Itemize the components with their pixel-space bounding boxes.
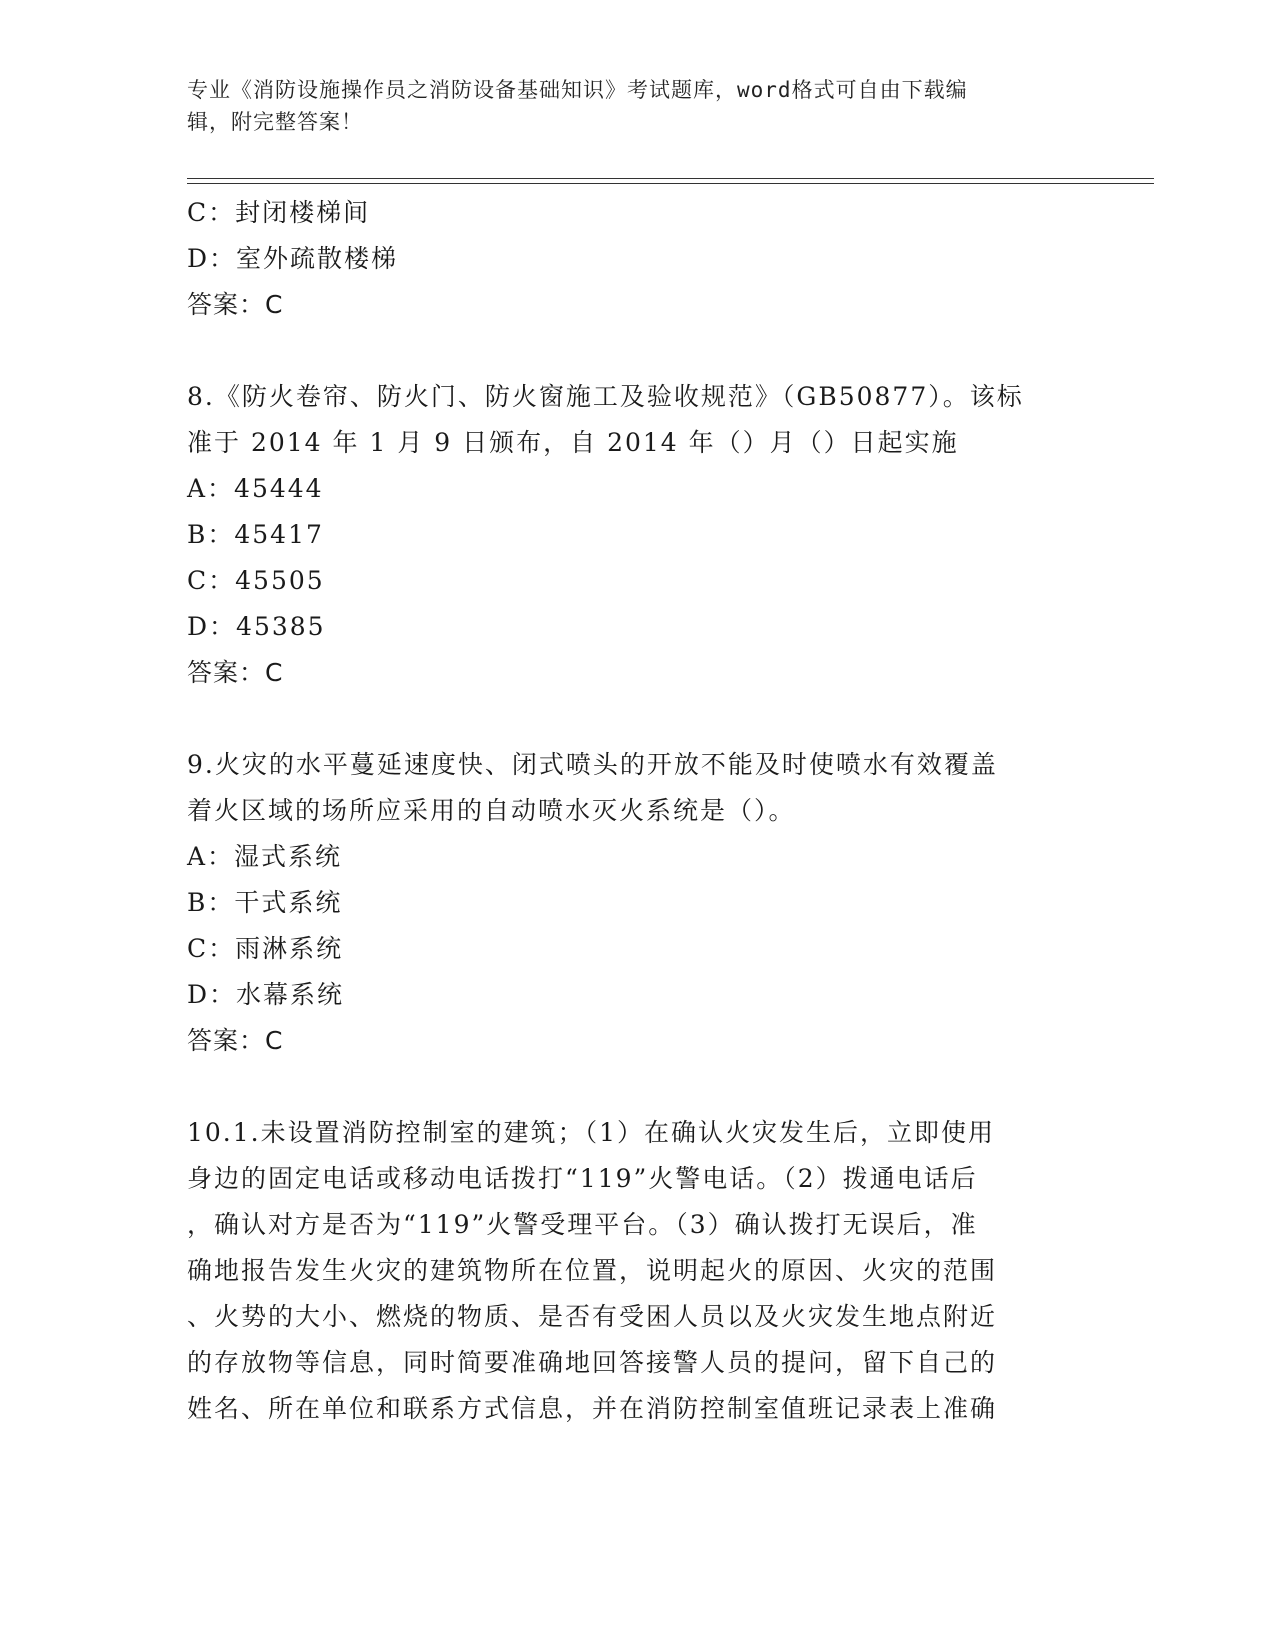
q9-answer: 答案：C [187,1026,284,1055]
q10-text-line-1: 10.1.未设置消防控制室的建筑；（1）在确认火灾发生后，立即使用 [187,1118,996,1147]
q7-option-c: C：封闭楼梯间 [187,198,371,227]
page-header [187,74,1067,138]
q8-option-d: D：45385 [187,612,326,641]
q9-text-line-1: 9.火灾的水平蔓延速度快、闭式喷头的开放不能及时使喷水有效覆盖 [187,750,998,779]
q9-option-d: D：水幕系统 [187,980,345,1009]
question-content [187,190,1067,1432]
spacer [187,696,1067,742]
q9-option-c: C：雨淋系统 [187,934,344,963]
q7-answer: 答案：C [187,290,284,319]
q10-text-line-7: 姓名、所在单位和联系方式信息，并在消防控制室值班记录表上准确 [187,1394,998,1423]
q10-text-line-5: 、火势的大小、燃烧的物质、是否有受困人员以及火灾发生地点附近 [187,1302,998,1331]
q9-option-b: B：干式系统 [187,888,343,917]
q10-text-line-3: ，确认对方是否为“119”火警受理平台。（3）确认拨打无误后，准 [187,1210,978,1239]
spacer [187,1064,1067,1110]
q8-option-c: C：45505 [187,566,325,595]
q9-option-a: A：湿式系统 [187,842,343,871]
q8-text-line-2: 准于 2014 年 1 月 9 日颁布，自 2014 年（）月（）日起实施 [187,428,959,457]
q8-option-a: A：45444 [187,474,324,503]
header-rule-top [187,178,1154,179]
q10-text-line-4: 确地报告发生火灾的建筑物所在位置，说明起火的原因、火灾的范围 [187,1256,998,1285]
q10-text-line-2: 身边的固定电话或移动电话拨打“119”火警电话。（2）拨通电话后 [187,1164,978,1193]
q10-text-line-6: 的存放物等信息，同时简要准确地回答接警人员的提问，留下自己的 [187,1348,998,1377]
header-line-2: 辑，附完整答案！ [187,110,363,134]
q8-option-b: B：45417 [187,520,324,549]
q7-option-d: D：室外疏散楼梯 [187,244,399,273]
header-line-1: 专业《消防设施操作员之消防设备基础知识》考试题库，word格式可自由下载编 [187,78,968,102]
q8-text-line-1: 8.《防火卷帘、防火门、防火窗施工及验收规范》（GB50877）。该标 [187,382,1024,411]
q8-answer: 答案：C [187,658,284,687]
q9-text-line-2: 着火区域的场所应采用的自动喷水灭火系统是（）。 [187,796,796,825]
spacer [187,328,1067,374]
header-rule-bottom [187,183,1154,184]
